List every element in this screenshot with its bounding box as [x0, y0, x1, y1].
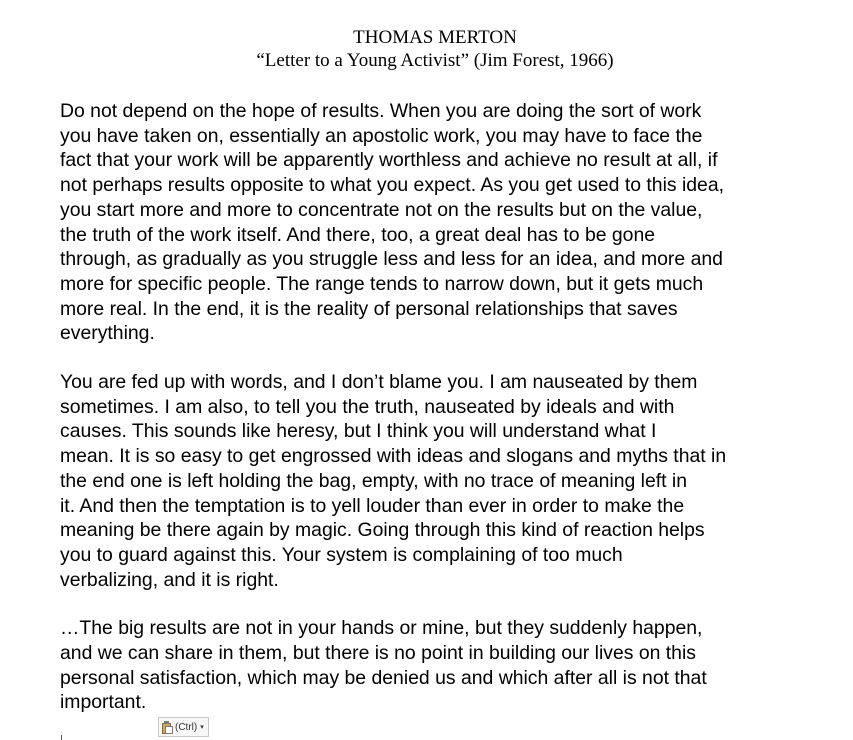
- text-line: you start more and more to concentrate not on the results but on the value,: [60, 198, 703, 221]
- text-line: it. And then the temptation is to yell louder than ever in order to make the: [60, 494, 685, 517]
- text-line: you to guard against this. Your system is complaining of too much: [60, 543, 623, 566]
- text-line: important.: [60, 691, 147, 714]
- paragraph-2: [60, 370, 850, 592]
- text-line: not perhaps results opposite to what you expect. As you get used to this idea,: [60, 174, 725, 197]
- text-line: verbalizing, and it is right.: [60, 568, 279, 591]
- text-line: more for specific people. The range tends to narrow down, but it gets much: [60, 272, 704, 295]
- text-line: you have taken on, essentially an apostolic work, you may have to face the: [60, 124, 703, 147]
- text-line: sometimes. I am also, to tell you the truth, nauseated by ideals and with: [60, 395, 675, 418]
- text-line: …The big results are not in your hands or mine, but they suddenly happen,: [60, 617, 703, 640]
- text-line: mean. It is so easy to get engrossed with ideas and slogans and myths that in: [60, 445, 727, 468]
- text-line: the end one is left holding the bag, empty, with no trace of meaning left in: [60, 469, 687, 492]
- text-cursor: [61, 735, 62, 740]
- text-line: everything.: [60, 322, 155, 345]
- document-header: [0, 26, 853, 72]
- letter-subtitle: “Letter to a Young Activist” (Jim Forest, 1966): [256, 50, 614, 71]
- paragraph-3: [60, 616, 850, 715]
- text-line: the truth of the work itself. And there, too, a great deal has to be gone: [60, 223, 656, 246]
- text-line: causes. This sounds like heresy, but I think you will understand what I: [60, 420, 657, 443]
- clipboard-icon: [162, 721, 173, 734]
- paste-options-label: (Ctrl): [175, 721, 198, 733]
- author-name: THOMAS MERTON: [353, 27, 517, 48]
- text-line: more real. In the end, it is the reality of personal relationships that saves: [60, 297, 678, 320]
- text-line: You are fed up with words, and I don’t blame you. I am nauseated by them: [60, 371, 698, 394]
- text-line: personal satisfaction, which may be denied us and which after all is not that: [60, 666, 707, 689]
- text-line: and we can share in them, but there is no point in building our lives on this: [60, 642, 696, 665]
- chevron-down-icon: ▾: [200, 724, 204, 731]
- paste-options-button[interactable]: [158, 717, 209, 737]
- text-line: fact that your work will be apparently worthless and achieve no result at all, if: [60, 149, 718, 172]
- text-line: Do not depend on the hope of results. When you are doing the sort of work: [60, 100, 702, 122]
- paragraph-1: [60, 99, 850, 346]
- text-line: meaning be there again by magic. Going through this kind of reaction helps: [60, 519, 705, 542]
- letter-body: [60, 99, 850, 739]
- text-line: through, as gradually as you struggle less and less for an idea, and more and: [60, 248, 723, 271]
